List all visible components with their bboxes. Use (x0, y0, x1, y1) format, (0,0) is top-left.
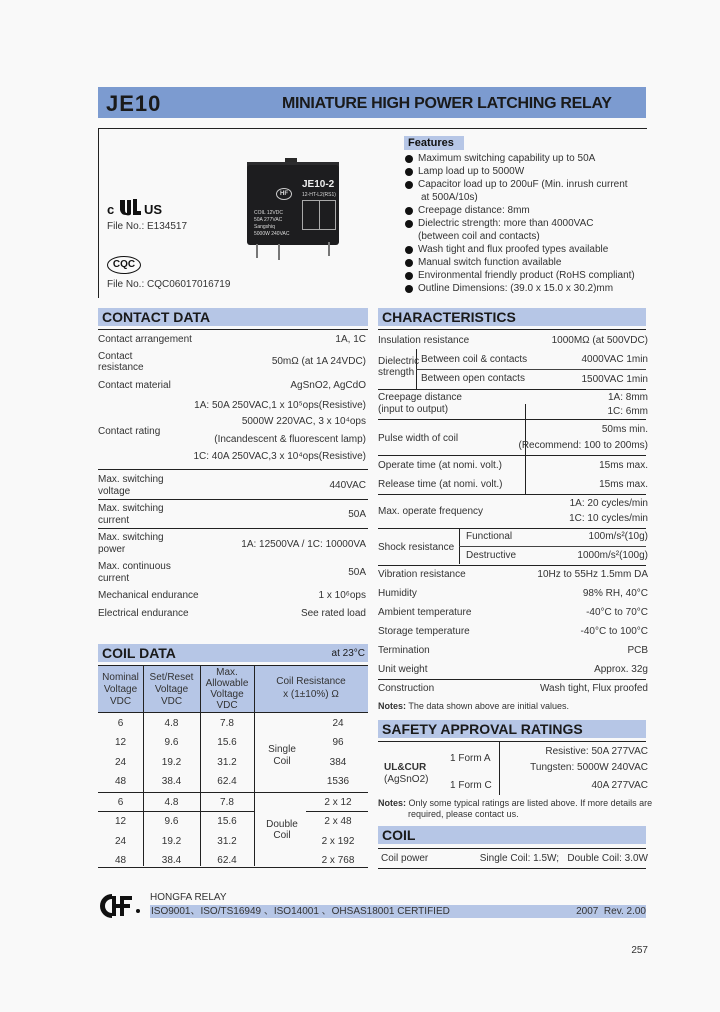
certifications-text: ISO9001、ISO/TS16949 、ISO14001 、OHSAS18001 CERTIFIED (151, 906, 450, 917)
column-header: Set/Reset (149, 672, 194, 683)
feature-item: Environmental friendly product (RoHS compliant) (418, 270, 635, 281)
feature-item: Wash tight and flux proofed types available (418, 244, 609, 255)
cqc-file-number: File No.: CQC06017016719 (107, 279, 231, 290)
approval-agency: UL&CUR (384, 762, 427, 773)
divider (378, 679, 646, 680)
row-value: 50ms min. (601, 424, 648, 435)
row-label: current (98, 515, 130, 526)
row-value: 50A (348, 509, 366, 520)
contact-data-heading: CONTACT DATA (98, 308, 368, 326)
row-value: 5000W 220VAC, 3 x 10⁴ops (241, 416, 366, 427)
row-value: -40°C to 70°C (586, 607, 648, 618)
column-header: Nominal (102, 672, 139, 683)
bullet-icon (405, 181, 413, 189)
row-label: resistance (98, 362, 144, 373)
bullet-icon (405, 168, 413, 176)
cell: 24 (114, 836, 127, 847)
characteristics-notes (378, 700, 569, 712)
row-label: power (98, 544, 126, 555)
coil-data-condition: at 23°C (331, 648, 365, 659)
row-label: strength (378, 367, 415, 378)
cell: 9.6 (164, 816, 179, 827)
row-value: 50mΩ (at 1A 24VDC) (271, 356, 366, 367)
company-name: HONGFA RELAY (150, 892, 227, 903)
cell: 2 x 192 (321, 836, 355, 847)
cell: 48 (114, 855, 127, 866)
row-value: 1000MΩ (at 500VDC) (551, 335, 648, 346)
cell: 6 (117, 797, 124, 808)
divider (378, 741, 646, 742)
row-label: Max. operate frequency (378, 506, 484, 517)
divider (378, 528, 646, 529)
row-label: Max. switching (98, 474, 164, 485)
cell: 384 (329, 757, 347, 768)
row-label: Humidity (378, 588, 417, 599)
divider (98, 499, 368, 500)
row-value: See rated load (300, 608, 366, 619)
ul-logo (107, 198, 171, 220)
ul-us-text: US (144, 202, 163, 217)
row-label: Storage temperature (378, 626, 470, 637)
coil-heading: COIL (378, 826, 646, 844)
column-header: Voltage (154, 684, 189, 695)
row-value: 440VAC (329, 480, 366, 491)
row-value: 50A (348, 567, 366, 578)
row-label: Between open contacts (421, 373, 525, 384)
divider (98, 528, 368, 529)
row-label: current (98, 573, 130, 584)
hongfa-logo (98, 892, 142, 920)
cell: 2 x 12 (324, 797, 352, 808)
divider (98, 665, 368, 666)
cqc-logo-text: CQC (112, 259, 136, 270)
cell: 62.4 (217, 855, 237, 866)
divider (306, 811, 368, 812)
row-label: Release time (at nomi. volt.) (378, 479, 503, 490)
row-label: Creepage distance (378, 392, 462, 403)
row-label: Termination (378, 645, 430, 656)
row-label: Contact rating (98, 426, 161, 437)
cell: 38.4 (161, 855, 182, 866)
row-value: Approx. 32g (594, 664, 648, 675)
feature-item: Lamp load up to 5000W (418, 166, 525, 177)
divider (98, 329, 368, 330)
notes-label: Notes: (378, 798, 407, 808)
cell: 38.4 (161, 776, 182, 787)
divider (378, 419, 646, 420)
row-label: Max. switching (98, 532, 164, 543)
row-label: Contact material (98, 380, 171, 391)
divider (378, 389, 646, 390)
cell: 19.2 (161, 757, 182, 768)
frame-left-line (98, 128, 99, 298)
cqc-logo (107, 256, 141, 274)
safety-notes-continuation: required, please contact us. (408, 809, 519, 819)
row-value: 1C: 10 cycles/min (569, 513, 648, 524)
row-value: (Recommend: 100 to 200ms) (518, 440, 648, 451)
row-label: Contact (98, 351, 133, 362)
relay-print-line: 50A 277VAC (254, 217, 283, 223)
cell: 12 (114, 816, 127, 827)
row-value: -40°C to 100°C (580, 626, 648, 637)
form-a-value: Resistive: 50A 277VAC (545, 746, 648, 757)
row-value: 10Hz to 55Hz 1.5mm DA (537, 569, 648, 580)
row-value: 1A: 20 cycles/min (569, 498, 648, 509)
row-label: Destructive (466, 550, 517, 561)
coil-type-label: Coil (273, 756, 291, 767)
relay-print-line: Sangshiq (254, 224, 275, 230)
form-a-label: 1 Form A (450, 753, 491, 764)
row-label: Contact arrangement (98, 334, 192, 345)
divider (98, 712, 368, 713)
feature-item: Creepage distance: 8mm (418, 205, 530, 216)
bullet-icon (405, 259, 413, 267)
row-value: Single Coil: 1.5W; Double Coil: 3.0W (479, 853, 648, 864)
characteristics-heading: CHARACTERISTICS (378, 308, 646, 326)
divider (98, 867, 368, 868)
divider (98, 792, 368, 793)
row-label: Electrical endurance (98, 608, 189, 619)
divider (378, 848, 646, 849)
cell: 2 x 768 (321, 855, 355, 866)
hf-logo-icon (98, 892, 142, 920)
notes-text: Only some typical ratings are listed above. If more details are (408, 798, 653, 808)
cell: 1536 (326, 776, 350, 787)
cell: 4.8 (164, 718, 179, 729)
row-value: Wash tight, Flux proofed (539, 683, 648, 694)
features-heading: Features (404, 136, 464, 150)
cell: 4.8 (164, 797, 179, 808)
row-label: Between coil & contacts (421, 354, 528, 365)
row-label: Mechanical endurance (98, 590, 199, 601)
row-label: Shock resistance (378, 542, 455, 553)
feature-item: Outline Dimensions: (39.0 x 15.0 x 30.2)mm (418, 283, 614, 294)
column-header: Max. (216, 667, 238, 678)
bullet-icon (405, 285, 413, 293)
divider (98, 469, 368, 470)
row-label: Unit weight (378, 664, 428, 675)
row-label: Max. continuous (98, 561, 171, 572)
divider (416, 369, 646, 370)
row-value: (Incandescent & fluorescent lamp) (214, 434, 366, 445)
cell: 6 (117, 718, 124, 729)
row-value: 1C: 40A 250VAC,3 x 10⁴ops(Resistive) (193, 451, 366, 462)
row-label: Construction (378, 683, 435, 694)
row-value: 1C: 6mm (607, 406, 648, 417)
relay-pin (328, 242, 330, 256)
divider (98, 811, 254, 812)
cell: 9.6 (164, 737, 179, 748)
relay-product-image (240, 150, 350, 270)
column-header: Voltage (103, 684, 138, 695)
bullet-icon (405, 220, 413, 228)
feature-item-continuation: (between coil and contacts) (418, 231, 540, 242)
row-value: 100m/s²(10g) (588, 531, 648, 542)
bullet-icon (405, 155, 413, 163)
column-header: x (1±10%) Ω (283, 689, 339, 700)
form-a-value: Tungsten: 5000W 240VAC (530, 762, 648, 773)
cell: 19.2 (161, 836, 182, 847)
row-value: 4000VAC 1min (581, 354, 648, 365)
cell: 7.8 (220, 718, 234, 729)
relay-model-label: JE10-2 (302, 179, 335, 190)
column-header: Allowable (205, 678, 249, 689)
feature-item: Maximum switching capability up to 50A (418, 153, 596, 164)
relay-pin (256, 244, 258, 258)
row-label: Vibration resistance (378, 569, 466, 580)
column-divider (499, 741, 500, 795)
cell: 31.2 (217, 836, 237, 847)
row-value: AgSnO2, AgCdO (290, 380, 366, 391)
relay-schematic-divider (319, 200, 320, 230)
page-number: 257 (631, 945, 648, 956)
ul-mark-icon (118, 198, 142, 216)
notes-text: The data shown above are initial values. (408, 701, 569, 711)
feature-item-continuation: at 500A/10s) (421, 192, 478, 203)
row-label: Dielectric (378, 356, 420, 367)
row-value: 1A: 12500VA / 1C: 10000VA (241, 539, 366, 550)
column-header: VDC (160, 696, 183, 707)
row-value: 1A: 8mm (607, 392, 648, 403)
cell: 15.6 (217, 816, 237, 827)
cell: 31.2 (217, 757, 237, 768)
column-header: VDC (109, 696, 132, 707)
divider (378, 868, 646, 869)
coil-data-title: COIL DATA (102, 645, 176, 661)
cell: 96 (332, 737, 344, 748)
row-value: 1A: 50A 250VAC,1 x 10⁵ops(Resistive) (194, 400, 366, 411)
coil-type-label: Double (266, 819, 298, 830)
row-value: PCB (627, 645, 648, 656)
hf-logo-icon: HF (276, 188, 292, 200)
bullet-icon (405, 272, 413, 280)
safety-heading: SAFETY APPROVAL RATINGS (378, 720, 646, 738)
product-description: MINIATURE HIGH POWER LATCHING RELAY (282, 95, 612, 112)
coil-data-heading (98, 644, 368, 662)
cell: 24 (114, 757, 127, 768)
row-label: Insulation resistance (378, 335, 470, 346)
row-value: 98% RH, 40°C (582, 588, 648, 599)
row-label: Coil power (381, 853, 429, 864)
feature-item: Dielectric strength: more than 4000VAC (418, 218, 594, 229)
row-label: Max. switching (98, 503, 164, 514)
row-label: (input to output) (378, 404, 449, 415)
row-label: Ambient temperature (378, 607, 472, 618)
relay-pin (278, 244, 280, 260)
bullet-icon (405, 246, 413, 254)
cell: 48 (114, 776, 127, 787)
row-value: 1A, 1C (335, 334, 366, 345)
form-c-label: 1 Form C (450, 780, 492, 791)
column-header: Coil Resistance (276, 676, 346, 687)
row-label: voltage (98, 486, 131, 497)
cell: 62.4 (217, 776, 237, 787)
ul-c-text: c (107, 202, 115, 217)
coil-type-label: Single (268, 744, 296, 755)
relay-print-line: 5000W 240VAC (254, 231, 290, 237)
row-label: Operate time (at nomi. volt.) (378, 460, 502, 471)
column-header: VDC (216, 700, 238, 711)
frame-top-line (98, 128, 647, 129)
relay-sub-label: 12-HT-L2(RS1) (302, 192, 336, 198)
divider (378, 329, 646, 330)
bullet-icon (405, 207, 413, 215)
divider (459, 546, 646, 547)
row-value: 1 x 10⁶ops (318, 590, 366, 601)
feature-item: Manual switch function available (418, 257, 562, 268)
column-header: Voltage (210, 689, 244, 700)
row-label: Pulse width of coil (378, 433, 459, 444)
relay-print-line: COIL 12VDC (254, 210, 283, 216)
divider (378, 494, 646, 495)
contact-material: (AgSnO2) (384, 774, 429, 785)
cell: 12 (114, 737, 127, 748)
cell: 7.8 (220, 797, 234, 808)
row-label: Functional (466, 531, 513, 542)
row-value: 1000m/s²(100g) (577, 550, 648, 561)
coil-type-label: Coil (273, 830, 291, 841)
ul-file-number: File No.: E134517 (107, 221, 188, 232)
row-value: 1500VAC 1min (581, 374, 648, 385)
feature-item: Capacitor load up to 200uF (Min. inrush current (418, 179, 628, 190)
notes-label: Notes: (378, 701, 407, 711)
divider (378, 455, 646, 456)
cell: 2 x 48 (324, 816, 352, 827)
row-value: 15ms max. (599, 479, 648, 490)
revision: 2007 Rev. 2.00 (576, 906, 646, 917)
form-c-value: 40A 277VAC (591, 780, 648, 791)
divider (378, 565, 646, 566)
model-title: JE10 (106, 91, 162, 116)
row-value: 15ms max. (599, 460, 648, 471)
cell: 24 (332, 718, 344, 729)
cell: 15.6 (217, 737, 237, 748)
